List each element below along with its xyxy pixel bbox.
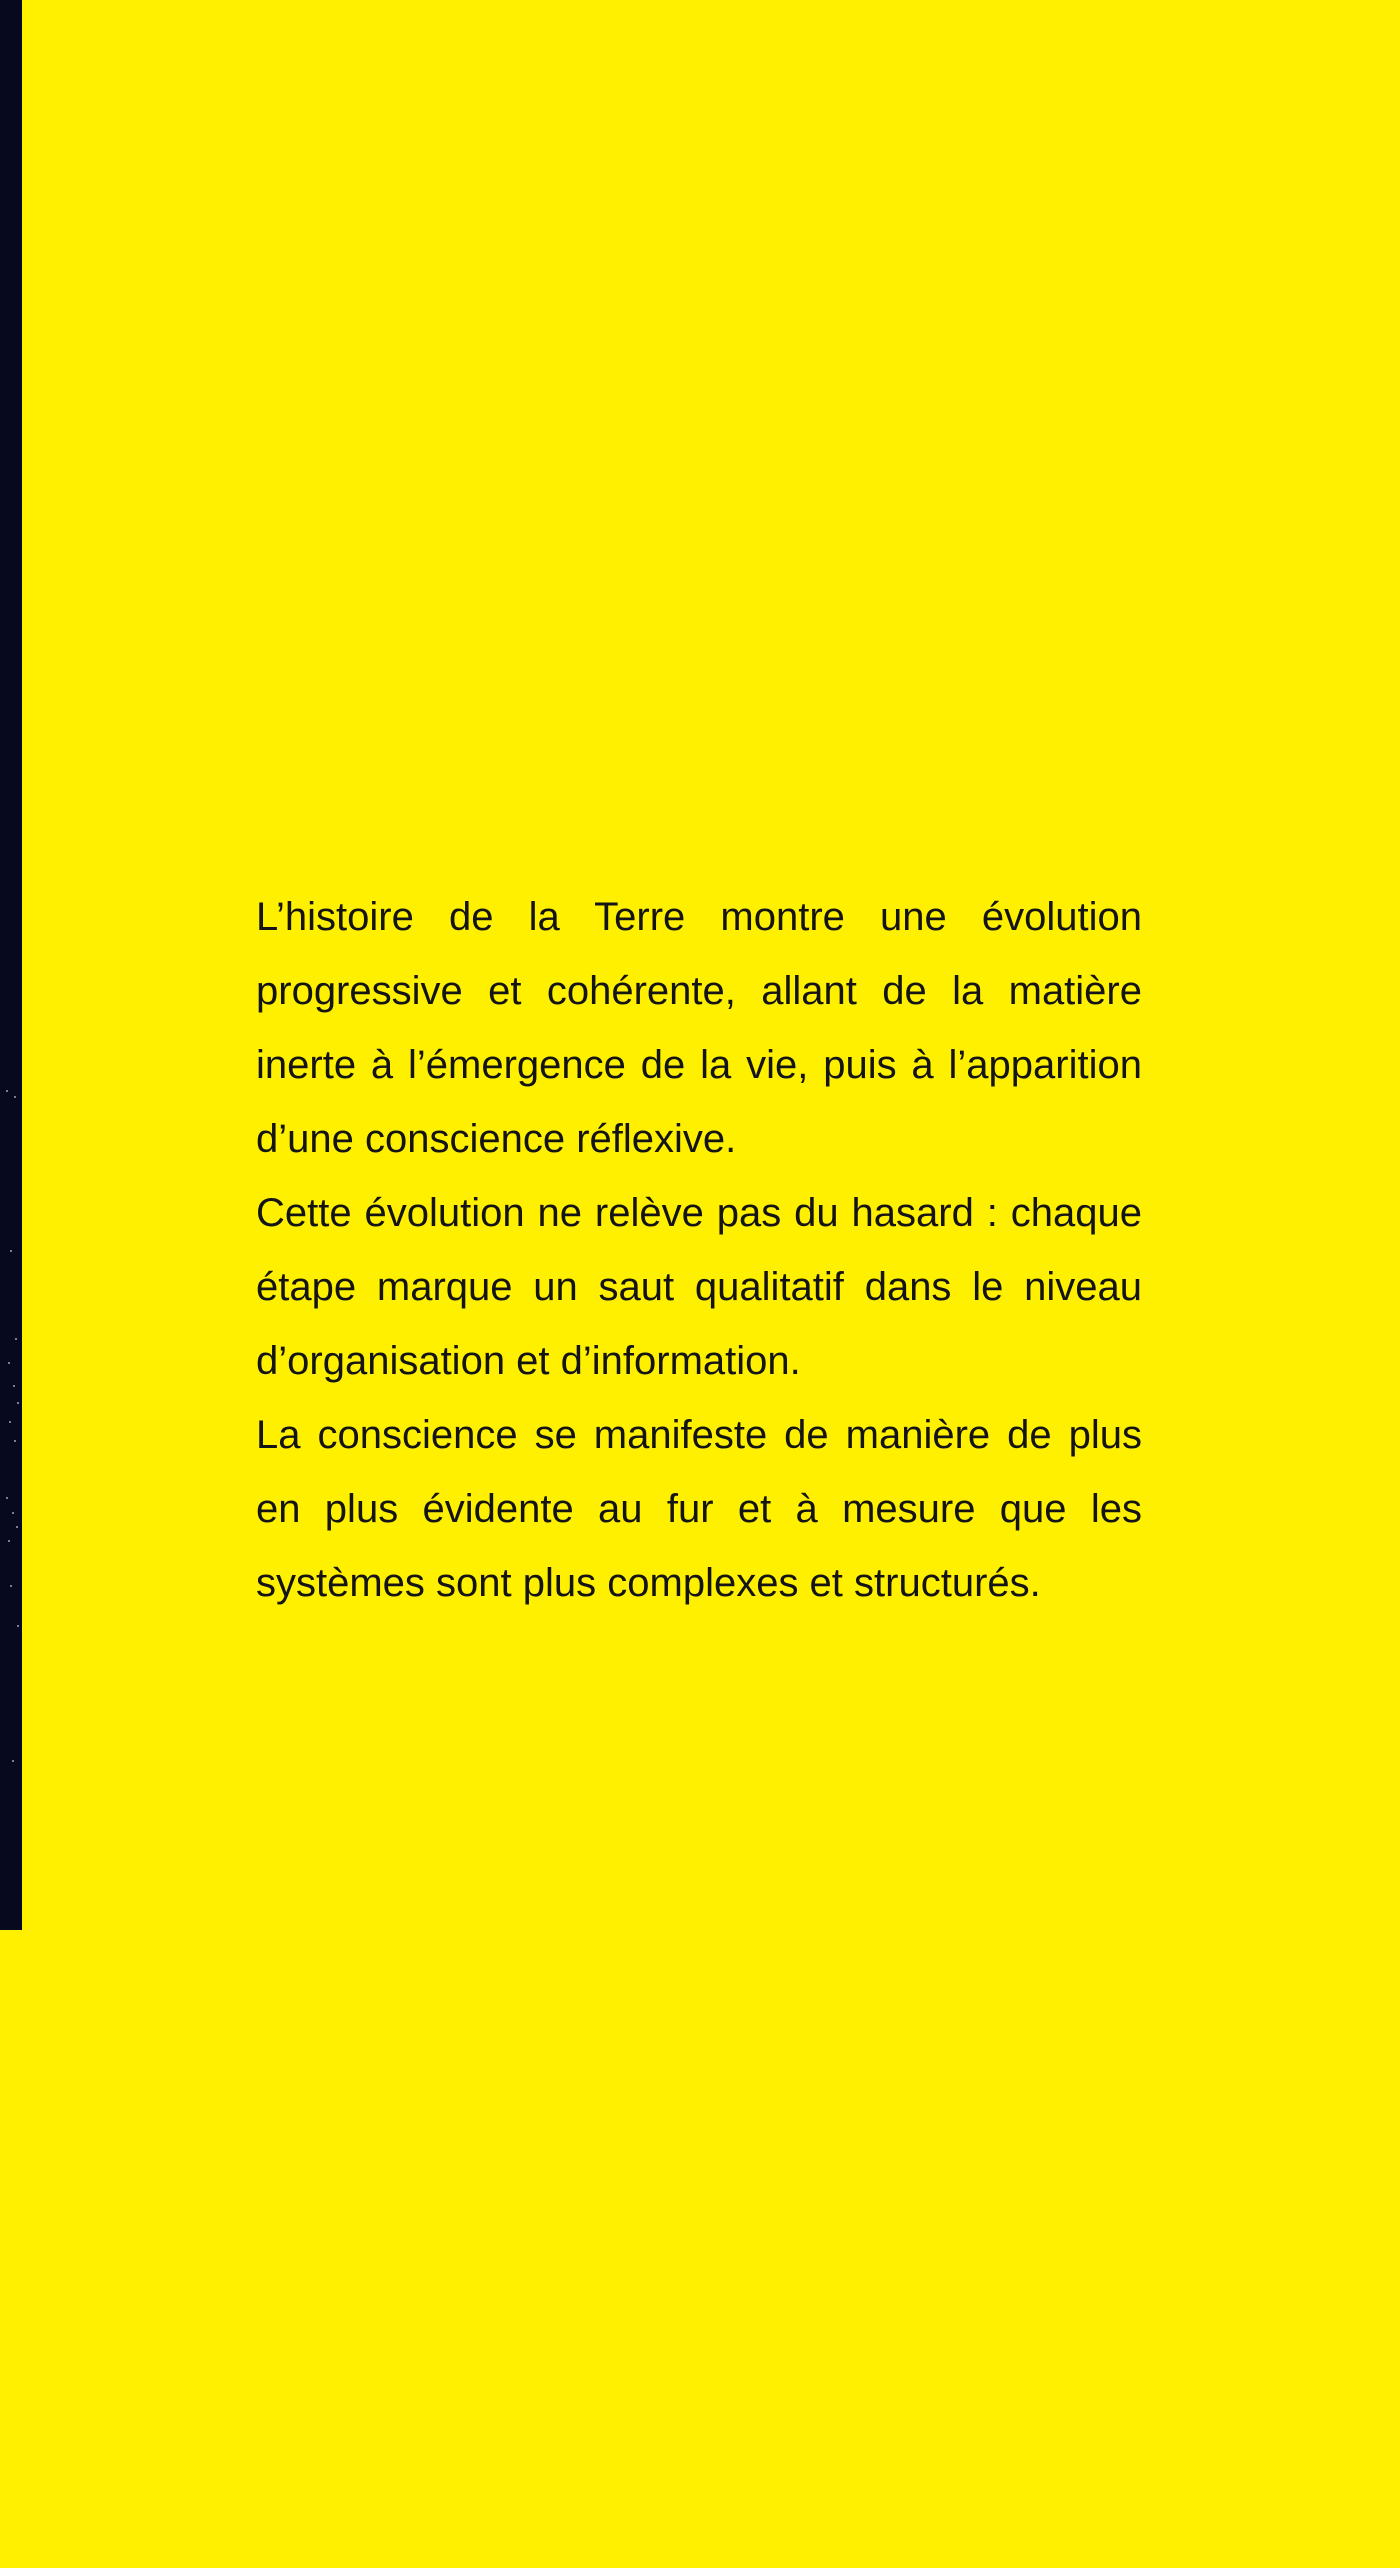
star-speck xyxy=(12,1512,14,1514)
star-speck xyxy=(6,1090,8,1092)
star-speck xyxy=(6,1497,8,1499)
starfield-strip xyxy=(0,0,22,1930)
star-speck xyxy=(8,1540,10,1542)
star-speck xyxy=(14,1440,16,1442)
star-speck xyxy=(15,1338,17,1340)
star-speck xyxy=(10,1585,12,1587)
star-speck xyxy=(12,1760,14,1762)
paragraph: L’histoire de la Terre montre une évolution progressive et cohérente, allant de la matière inerte à l’émergence de la vie, puis à l’apparition d’une conscience réflexive. xyxy=(256,895,1142,1161)
star-speck xyxy=(14,1096,16,1098)
star-speck xyxy=(9,1421,11,1423)
star-speck xyxy=(16,1526,18,1528)
star-speck xyxy=(17,1625,19,1627)
star-speck xyxy=(13,1385,15,1387)
paragraph: La conscience se manifeste de manière de plus en plus évidente au fur et à mesure que les systèmes sont plus complexes et structurés. xyxy=(256,1413,1142,1605)
paragraph: Cette évolution ne relève pas du hasard : chaque étape marque un saut qualitatif dans le niveau d’organisation et d’information. xyxy=(256,1191,1142,1383)
body-text xyxy=(256,880,1142,1620)
star-speck xyxy=(10,1250,12,1252)
star-speck xyxy=(8,1362,10,1364)
star-speck xyxy=(17,1402,19,1404)
